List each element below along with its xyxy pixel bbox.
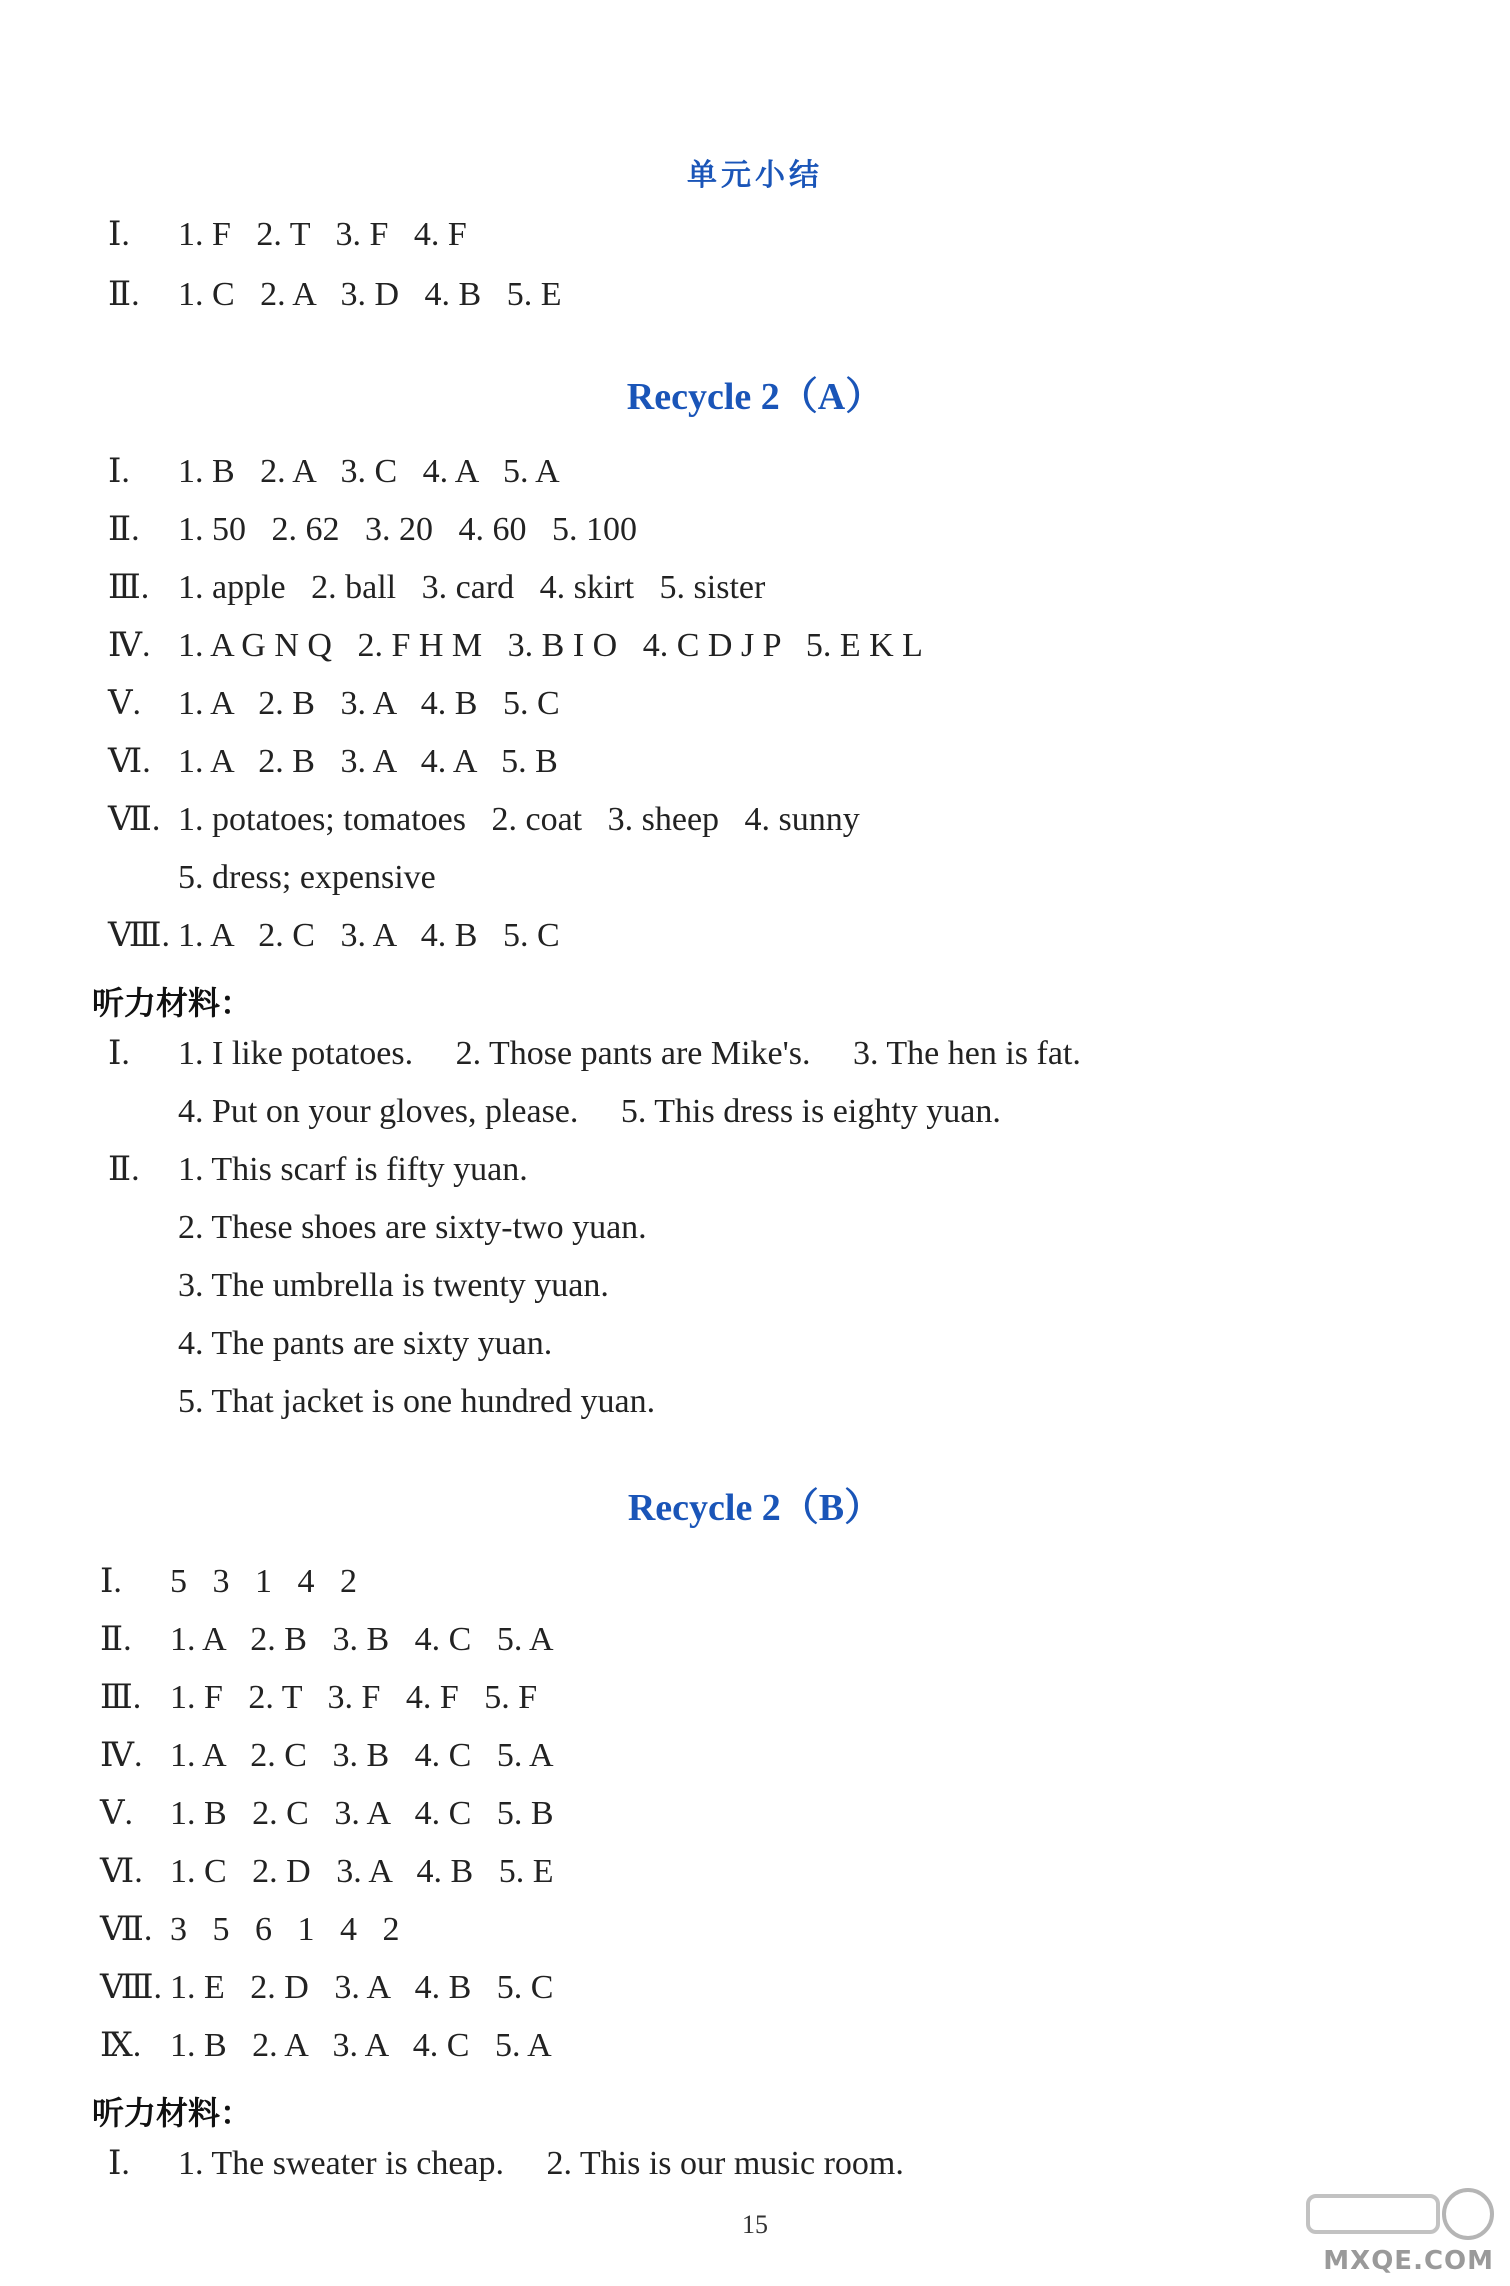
answer-line: 5. dress; expensive (178, 859, 436, 896)
answer-line: Ⅰ. 5 3 1 4 2 (100, 1563, 357, 1600)
answer-line: Ⅶ. 3 5 6 1 4 2 (100, 1911, 400, 1948)
watermark-icon (1288, 2186, 1498, 2246)
answer-line: Ⅱ. 1. C 2. A 3. D 4. B 5. E (108, 276, 562, 313)
answer-line: Ⅷ. 1. A 2. C 3. A 4. B 5. C (108, 917, 560, 954)
listening-label: 听力材料： (92, 984, 253, 1022)
listening-line: 5. That jacket is one hundred yuan. (178, 1383, 656, 1420)
answer-line: Ⅱ. 1. A 2. B 3. B 4. C 5. A (100, 1621, 554, 1658)
page-number: 15 (742, 2210, 768, 2239)
answer-line: Ⅲ. 1. apple 2. ball 3. card 4. skirt 5. sister (108, 569, 766, 606)
listening-line: Ⅰ. 1. I like potatoes. 2. Those pants are Mike's. 3. The hen is fat. (108, 1035, 1081, 1072)
listening-line: 4. Put on your gloves, please. 5. This dress is eighty yuan. (178, 1093, 1001, 1130)
recycle-a-title: Recycle 2（A） (626, 376, 884, 418)
answer-line: Ⅷ. 1. E 2. D 3. A 4. B 5. C (100, 1969, 554, 2006)
unit-summary-title: 单元小结 (687, 158, 823, 193)
listening-line: 4. The pants are sixty yuan. (178, 1325, 553, 1362)
answer-line: Ⅰ. 1. F 2. T 3. F 4. F (108, 216, 467, 253)
listening-line: Ⅱ. 1. This scarf is fifty yuan. (108, 1151, 528, 1188)
answer-line: Ⅵ. 1. C 2. D 3. A 4. B 5. E (100, 1853, 554, 1890)
answer-line: Ⅳ. 1. A 2. C 3. B 4. C 5. A (100, 1737, 554, 1774)
answer-line: Ⅴ. 1. A 2. B 3. A 4. B 5. C (108, 685, 560, 722)
watermark-logo (1288, 2186, 1498, 2276)
answer-line: Ⅴ. 1. B 2. C 3. A 4. C 5. B (100, 1795, 554, 1832)
listening-line: Ⅰ. 1. The sweater is cheap. 2. This is our music room. (108, 2145, 904, 2182)
recycle-b-title: Recycle 2（B） (627, 1487, 883, 1529)
answer-line: Ⅳ. 1. A G N Q 2. F H M 3. B I O 4. C D J P 5. E K L (108, 627, 923, 664)
answer-line: Ⅵ. 1. A 2. B 3. A 4. A 5. B (108, 743, 558, 780)
answer-line: Ⅲ. 1. F 2. T 3. F 4. F 5. F (100, 1679, 538, 1716)
answer-line: Ⅶ. 1. potatoes; tomatoes 2. coat 3. sheep 4. sunny (108, 801, 860, 838)
listening-label: 听力材料： (92, 2094, 253, 2132)
listening-line: 3. The umbrella is twenty yuan. (178, 1267, 609, 1304)
answer-line: Ⅸ. 1. B 2. A 3. A 4. C 5. A (100, 2027, 552, 2064)
answer-line: Ⅱ. 1. 50 2. 62 3. 20 4. 60 5. 100 (108, 511, 637, 548)
watermark-text: MXQE.COM (1323, 2246, 1494, 2276)
listening-line: 2. These shoes are sixty-two yuan. (178, 1209, 647, 1246)
answer-line: Ⅰ. 1. B 2. A 3. C 4. A 5. A (108, 453, 560, 490)
